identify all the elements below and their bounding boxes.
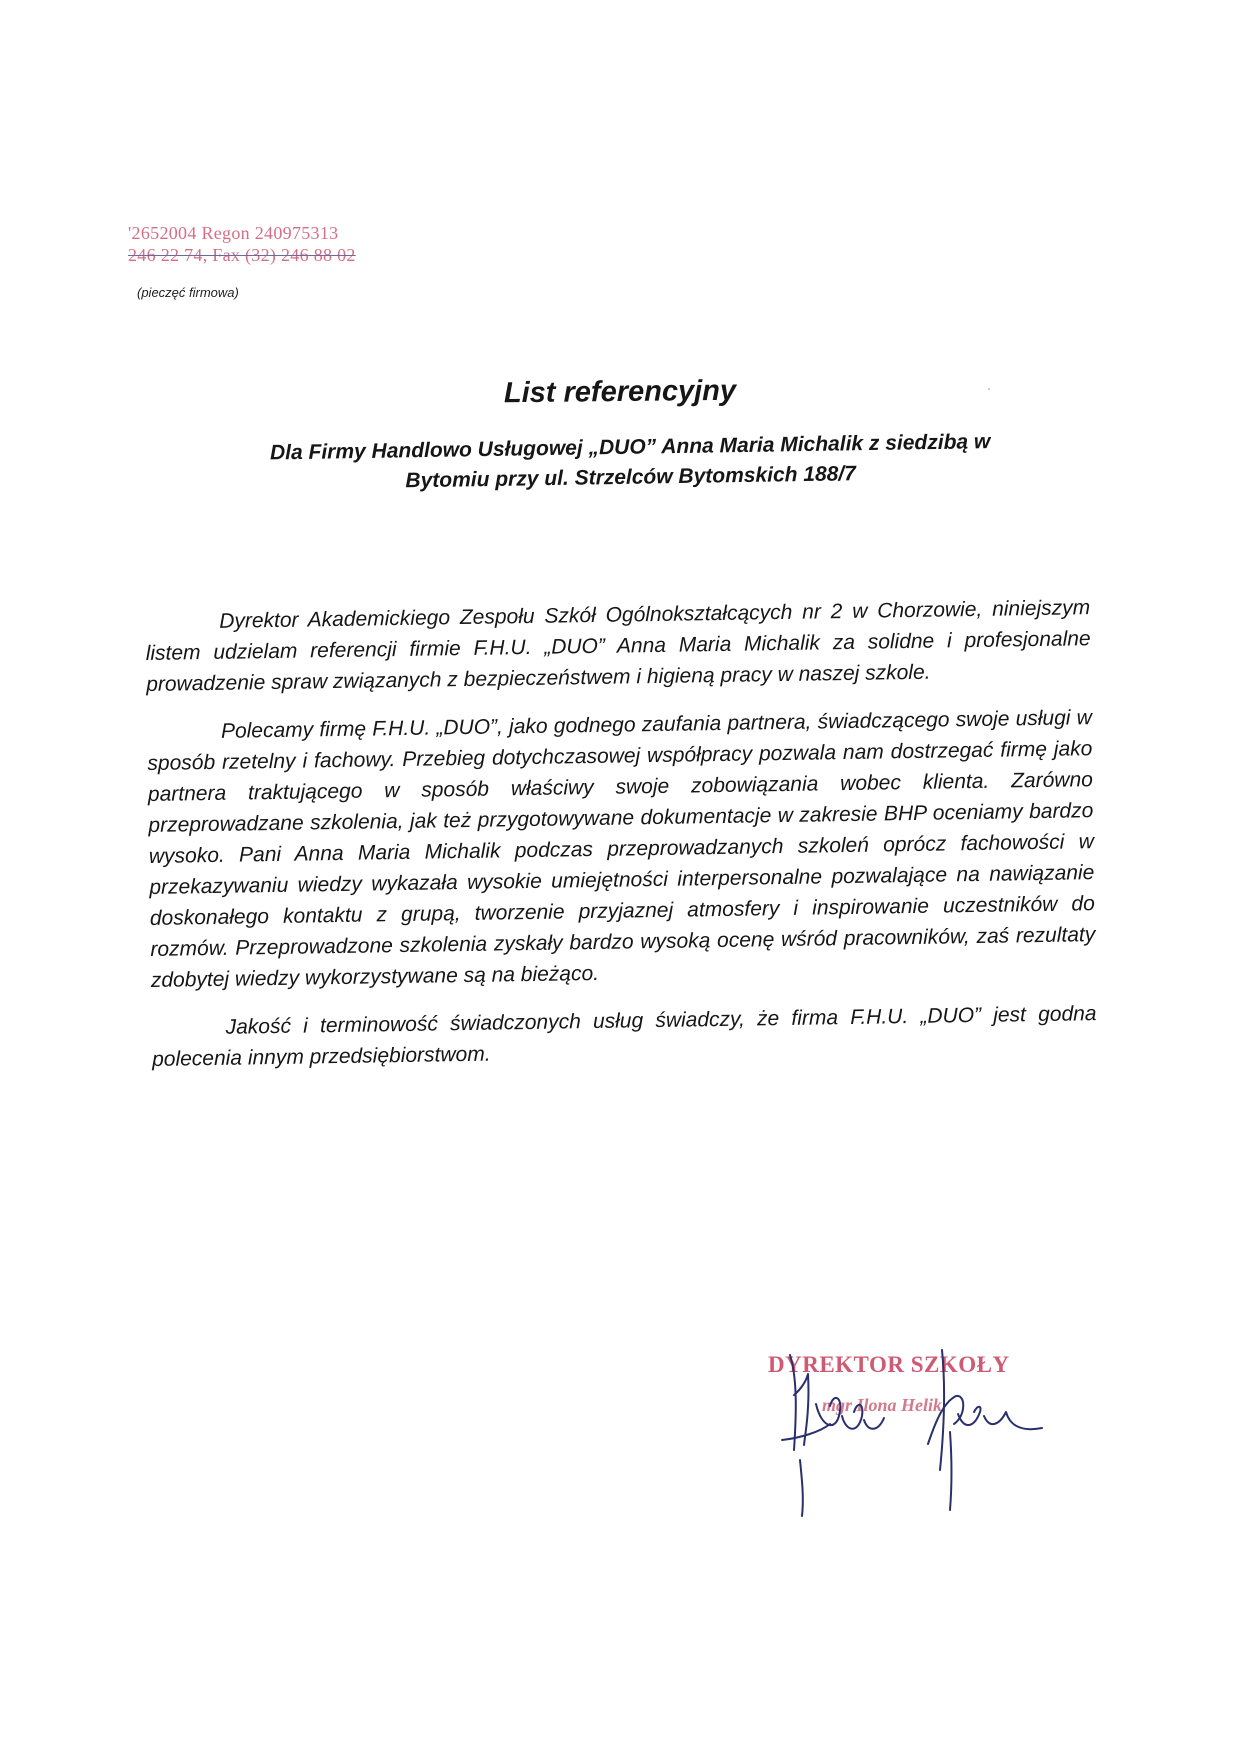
letter-body bbox=[145, 592, 1098, 1092]
company-stamp-line-2: 246 22 74, Fax (32) 246 88 02 bbox=[128, 245, 356, 265]
company-stamp bbox=[128, 222, 356, 266]
handwritten-signature bbox=[760, 1320, 1080, 1520]
body-paragraph-1: Dyrektor Akademickiego Zespołu Szkół Ogólnokształcących nr 2 w Chorzowie, niniejszym listem udzielam referencji firmie F.H.U. „DUO” Anna Maria Michalik za solidne i profesjonalne prowadzenie spraw związanych z bezpieczeństwem i higieną pracy w naszej szkole. bbox=[145, 596, 1091, 696]
signature-stamp-name: mgr Ilona Helik bbox=[822, 1395, 943, 1415]
subtitle-line-2: Bytomiu przy ul. Strzelców Bytomskich 188/7 bbox=[405, 462, 857, 493]
body-paragraph-3: Jakość i terminowość świadczonych usług świadczy, że firma F.H.U. „DUO” jest godna polecenia innym przedsiębiorstwom. bbox=[151, 1002, 1097, 1071]
subtitle-line-1: Dla Firmy Handlowo Usługowej „DUO” Anna Maria Michalik z siedzibą w bbox=[269, 430, 991, 465]
signature-stamp-title: DYREKTOR SZKOŁY bbox=[768, 1352, 1010, 1377]
letter-title: List referencyjny bbox=[503, 374, 737, 410]
body-paragraph-2: Polecamy firmę F.H.U. „DUO”, jako godnego zaufania partnera, świadczącego swoje usługi w sposób rzetelny i fachowy. Przebieg dotychczasowej współpracy pozwala nam dostrzegać firmę jako partnera traktującego w sposób właściwy swoje zobowiązania wobec klienta. Zarówno przeprowadzane szkolenia, jak też przygotowywane dokumentacje w zakresie BHP oceniamy bardzo wysoko. Pani Anna Maria Michalik podczas przeprowadzanych szkoleń oprócz fachowości w przekazywaniu wiedzy wykazała wysokie umiejętności interpersonalne pozwalające na nawiązanie doskonałego kontaktu z grupą, tworzenie przyjaznej atmosfery i inspirowanie uczestników do rozmów. Przeprowadzone szkolenia zyskały bardzo wysoką ocenę wśród pracowników, zaś rezultaty zdobytej wiedzy wykorzystywane są na bieżąco. bbox=[147, 706, 1096, 992]
letter-subtitle bbox=[170, 426, 1091, 500]
signature-block bbox=[760, 1320, 1080, 1520]
stamp-caption: (pieczęć firmowa) bbox=[137, 285, 239, 300]
company-stamp-line-1: '2652004 Regon 240975313 bbox=[128, 223, 339, 243]
